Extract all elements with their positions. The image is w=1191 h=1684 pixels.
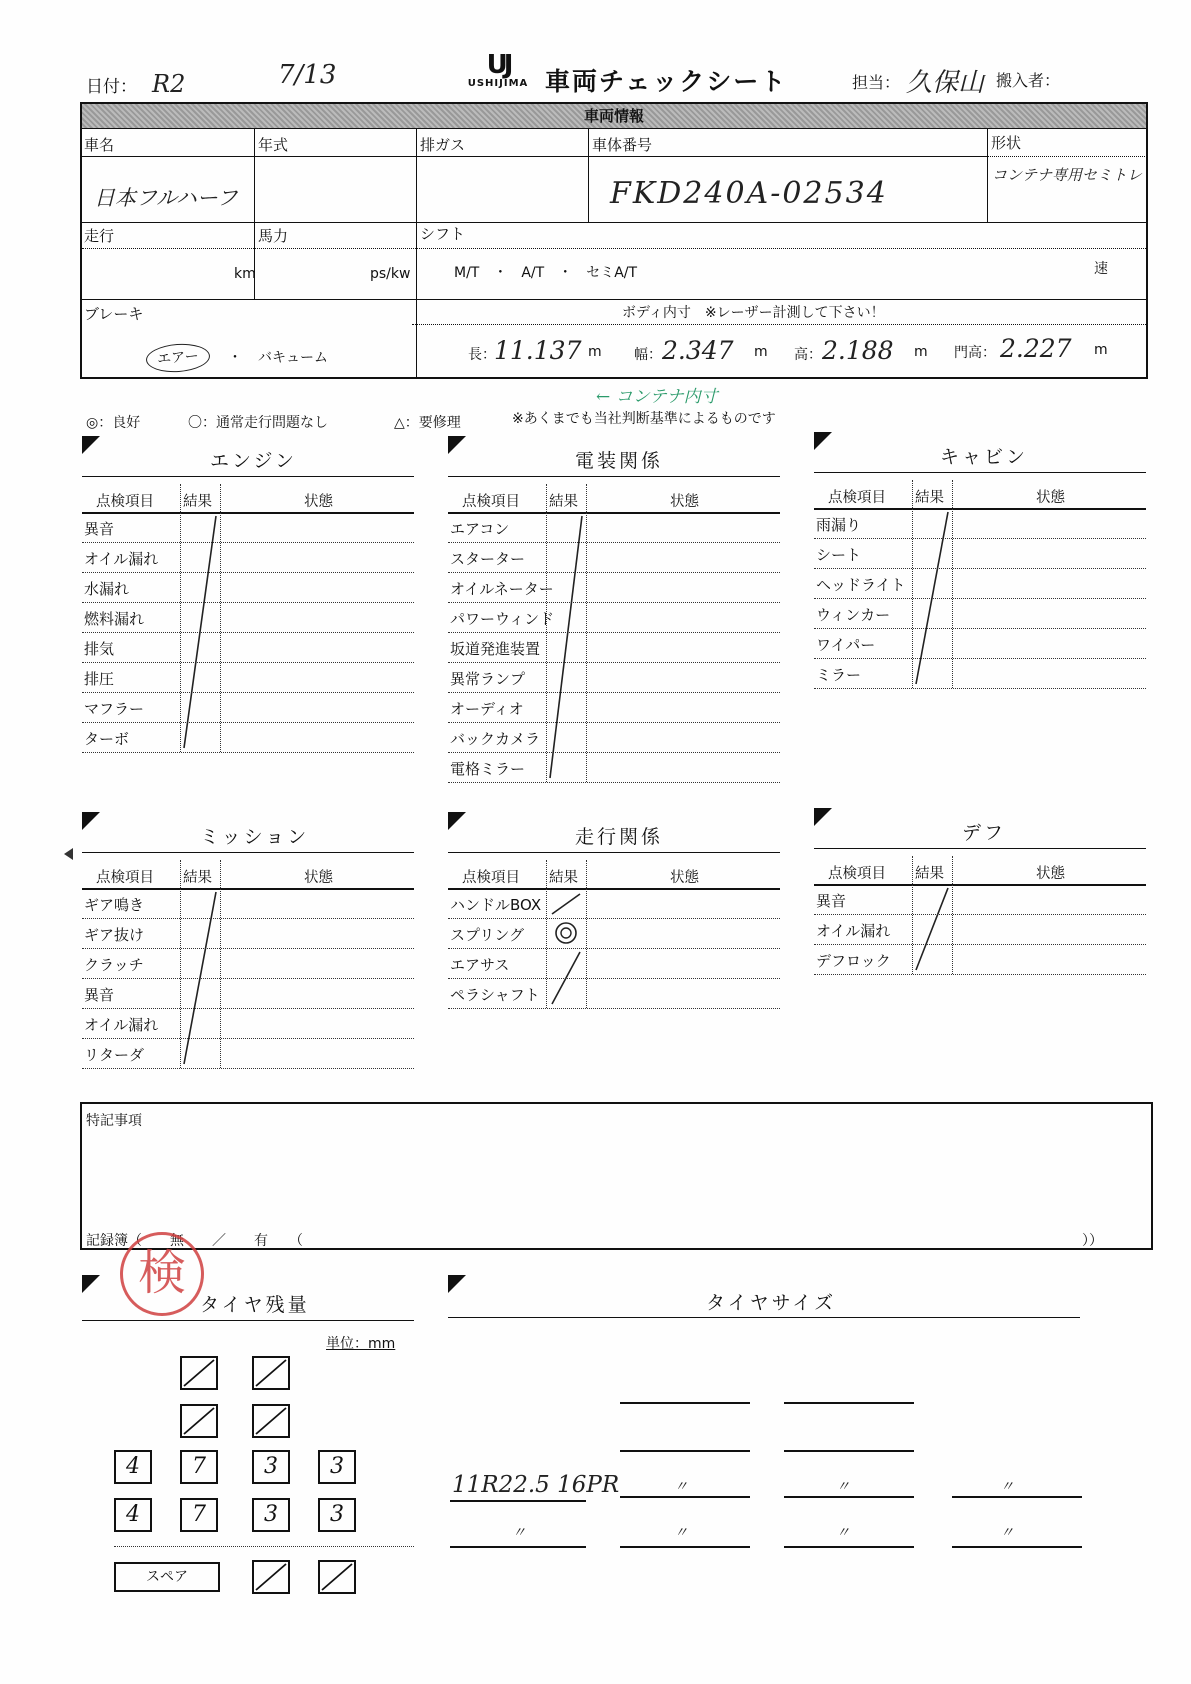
spring-result-inner bbox=[561, 928, 571, 938]
cabin-item-label: ワイパー bbox=[816, 636, 876, 654]
legend-good: ◎：良好 bbox=[86, 415, 141, 431]
body-size-label: ボディ内寸 ※レーザー計測して下さい！ bbox=[622, 305, 885, 321]
tire-size-flag bbox=[448, 1275, 466, 1293]
diff-item-label: デフロック bbox=[816, 952, 891, 970]
tire-box-spare-left-slash bbox=[254, 1562, 288, 1592]
engine-row bbox=[82, 542, 414, 573]
mission-item-label: ギア鳴き bbox=[84, 896, 145, 914]
engine-item-label: ターボ bbox=[84, 730, 130, 748]
electric-item-label: オイルネーター bbox=[450, 580, 554, 598]
diff-section-title: デフ bbox=[962, 822, 1007, 844]
length-unit: m bbox=[588, 344, 602, 360]
cabin-item-label: ミラー bbox=[816, 666, 862, 684]
running-head-result: 結果 bbox=[549, 870, 578, 886]
electric-item-label: バックカメラ bbox=[450, 730, 541, 748]
engine-item-label: 水漏れ bbox=[84, 580, 130, 598]
cabin-row bbox=[814, 568, 1146, 599]
running-head-item: 点検項目 bbox=[462, 870, 520, 886]
running-item-label: エアサス bbox=[450, 956, 510, 974]
tire-box-row4: 3 bbox=[252, 1498, 290, 1532]
vehicle-info-box bbox=[80, 102, 1148, 379]
tire-box-front-left-slash bbox=[182, 1358, 216, 1388]
length-value: 11.137 bbox=[494, 336, 582, 365]
mission-row bbox=[82, 1008, 414, 1039]
diff-title-rule bbox=[814, 848, 1146, 849]
diff-result-marks bbox=[912, 856, 952, 974]
tire-size-title: タイヤサイズ bbox=[706, 1292, 837, 1314]
electric-head-status: 状態 bbox=[670, 494, 699, 510]
running-item-label: スプリング bbox=[450, 926, 525, 944]
mission-table bbox=[82, 860, 414, 1068]
electric-item-label: エアコン bbox=[450, 520, 510, 538]
date-field bbox=[86, 72, 137, 97]
door-height-label: 門高： bbox=[954, 345, 996, 361]
vehicle-info-title: 車両情報 bbox=[82, 104, 1146, 129]
power-label: 馬力 bbox=[258, 227, 289, 245]
spring-result-circle bbox=[556, 923, 576, 943]
engine-item-label: 排圧 bbox=[84, 670, 115, 688]
record-book-close: ）） bbox=[1082, 1233, 1103, 1249]
special-notes-title: 特記事項 bbox=[86, 1113, 142, 1129]
running-head-status: 状態 bbox=[670, 870, 699, 886]
mission-result-slash bbox=[184, 892, 216, 1064]
tire-size-value: 11R22.5 16PR bbox=[452, 1472, 620, 1498]
electric-item-label: 電格ミラー bbox=[450, 760, 526, 778]
electric-section-title: 電装関係 bbox=[575, 450, 664, 472]
cabin-row bbox=[814, 628, 1146, 659]
engine-row bbox=[82, 512, 414, 543]
tire-size-line bbox=[784, 1450, 914, 1452]
cabin-head-result: 結果 bbox=[915, 490, 944, 506]
width-unit: m bbox=[754, 344, 768, 360]
diff-item-label: 異音 bbox=[816, 892, 847, 910]
date-label: 日付： bbox=[86, 77, 137, 97]
tire-size-line bbox=[450, 1500, 586, 1502]
diff-item-label: オイル漏れ bbox=[816, 922, 891, 940]
chassis-value: FKD240A-02534 bbox=[610, 176, 888, 211]
running-row bbox=[448, 978, 780, 1009]
diff-table bbox=[814, 856, 1146, 974]
tire-box-row3: 4 bbox=[114, 1450, 152, 1484]
tire-size-line bbox=[784, 1402, 914, 1404]
mission-item-label: クラッチ bbox=[84, 956, 144, 974]
tire-box-row3: 7 bbox=[180, 1450, 218, 1484]
tire-remaining-flag bbox=[82, 1275, 100, 1293]
tire-box-spare-right-slash-line bbox=[322, 1564, 352, 1590]
diff-head-result: 結果 bbox=[915, 866, 944, 882]
mission-title-rule bbox=[82, 852, 414, 853]
cabin-item-label: シート bbox=[816, 546, 862, 564]
shift-label: シフト bbox=[420, 225, 466, 243]
running-table bbox=[448, 860, 780, 1008]
shape-label: 形状 bbox=[991, 134, 1022, 152]
tire-box-second-right bbox=[252, 1404, 290, 1438]
logo-name: USHIJIMA bbox=[467, 78, 529, 89]
tire-size-line bbox=[620, 1496, 750, 1498]
engine-table-header bbox=[82, 484, 414, 514]
tire-box-row3: 3 bbox=[252, 1450, 290, 1484]
record-book-label: 記録簿（ 無 ／ 有 （ bbox=[86, 1233, 303, 1249]
tire-size-line bbox=[952, 1546, 1082, 1548]
tire-size-ditto: 〃 bbox=[836, 1479, 850, 1495]
electric-row bbox=[448, 572, 780, 603]
tire-size-line bbox=[784, 1546, 914, 1548]
running-result-slash-2 bbox=[552, 952, 580, 1004]
running-result-marks bbox=[546, 860, 586, 1008]
spare-label: スペア bbox=[114, 1562, 220, 1592]
engine-head-status: 状態 bbox=[304, 494, 333, 510]
electric-row bbox=[448, 602, 780, 633]
electric-row bbox=[448, 722, 780, 753]
cabin-section-title: キャビン bbox=[940, 446, 1029, 468]
date-month-day: 7/13 bbox=[278, 60, 337, 90]
height-value: 2.188 bbox=[822, 336, 894, 365]
cabin-title-rule bbox=[814, 472, 1146, 473]
electric-row bbox=[448, 632, 780, 663]
diff-row bbox=[814, 914, 1146, 945]
engine-item-label: 異音 bbox=[84, 520, 115, 538]
electric-item-label: スターター bbox=[450, 550, 526, 568]
tire-size-ditto: 〃 bbox=[674, 1525, 688, 1541]
electric-table bbox=[448, 484, 780, 782]
electric-result-slash bbox=[550, 516, 582, 778]
engine-item-label: 排気 bbox=[84, 640, 115, 658]
company-logo bbox=[462, 52, 534, 89]
electric-row bbox=[448, 542, 780, 573]
running-item-label: ハンドルBOX bbox=[450, 896, 542, 914]
mission-table-header bbox=[82, 860, 414, 890]
running-row bbox=[448, 888, 780, 919]
mission-item-label: オイル漏れ bbox=[84, 1016, 159, 1034]
tire-box-row4: 3 bbox=[318, 1498, 356, 1532]
mission-row bbox=[82, 918, 414, 949]
engine-row bbox=[82, 662, 414, 693]
cabin-flag bbox=[814, 432, 832, 450]
engine-title-rule bbox=[82, 476, 414, 477]
tire-size-ditto: 〃 bbox=[1000, 1479, 1014, 1495]
width-value: 2.347 bbox=[662, 336, 734, 365]
cabin-result-slash bbox=[916, 512, 948, 684]
electric-table-header bbox=[448, 484, 780, 514]
legend-ok: 〇：通常走行問題なし bbox=[188, 415, 328, 431]
cabin-row bbox=[814, 538, 1146, 569]
tire-box-front-right-slash bbox=[254, 1358, 288, 1388]
electric-head-result: 結果 bbox=[549, 494, 578, 510]
speed-unit: 速 bbox=[1094, 261, 1108, 277]
tire-size-ditto: 〃 bbox=[674, 1479, 688, 1495]
diff-row bbox=[814, 944, 1146, 975]
maker-value: 日本フルハーフ bbox=[94, 186, 238, 210]
tire-box-front-right-slash-line bbox=[256, 1360, 286, 1386]
running-item-label: ペラシャフト bbox=[450, 986, 540, 1004]
tire-box-second-left-slash bbox=[182, 1406, 216, 1436]
mileage-label: 走行 bbox=[84, 227, 115, 245]
cabin-table-header bbox=[814, 480, 1146, 510]
cabin-result-marks bbox=[912, 480, 952, 688]
cabin-head-status: 状態 bbox=[1036, 490, 1065, 506]
electric-item-label: 坂道発進装置 bbox=[450, 640, 541, 658]
inspection-stamp: 検 bbox=[120, 1232, 204, 1316]
mission-flag bbox=[82, 812, 100, 830]
width-label: 幅： bbox=[634, 347, 662, 363]
electric-row bbox=[448, 512, 780, 543]
running-section-title: 走行関係 bbox=[575, 826, 664, 848]
running-flag bbox=[448, 812, 466, 830]
mission-head-status: 状態 bbox=[304, 870, 333, 886]
cabin-item-label: ヘッドライト bbox=[816, 576, 906, 594]
tire-box-second-right-slash bbox=[254, 1406, 288, 1436]
brake-air: エアー bbox=[145, 342, 211, 374]
maker-label: 車名 bbox=[84, 136, 115, 154]
cabin-row bbox=[814, 658, 1146, 689]
diff-table-header bbox=[814, 856, 1146, 886]
tire-size-line bbox=[952, 1496, 1082, 1498]
tire-size-line bbox=[620, 1450, 750, 1452]
tire-box-spare-left-slash-line bbox=[256, 1564, 286, 1590]
diff-head-item: 点検項目 bbox=[828, 866, 886, 882]
electric-row bbox=[448, 752, 780, 783]
container-annotation: ← コンテナ内寸 bbox=[596, 387, 718, 407]
mission-row bbox=[82, 948, 414, 979]
engine-table bbox=[82, 484, 414, 752]
height-label: 高： bbox=[794, 347, 822, 363]
mission-row bbox=[82, 888, 414, 919]
cabin-item-label: 雨漏り bbox=[816, 516, 862, 534]
engine-item-label: オイル漏れ bbox=[84, 550, 159, 568]
tire-size-ditto: 〃 bbox=[836, 1525, 850, 1541]
year-label: 年式 bbox=[258, 136, 289, 154]
tire-size-ditto: 〃 bbox=[1000, 1525, 1014, 1541]
cabin-row bbox=[814, 598, 1146, 629]
tire-box-spare-right-slash bbox=[320, 1562, 354, 1592]
legend-repair: △：要修理 bbox=[394, 415, 461, 431]
electric-flag bbox=[448, 436, 466, 454]
tire-box-spare-right bbox=[318, 1560, 356, 1594]
page-title: 車両チェックシート bbox=[545, 67, 788, 96]
height-unit: m bbox=[914, 344, 928, 360]
engine-result-marks bbox=[180, 484, 220, 752]
tire-box-spare-left bbox=[252, 1560, 290, 1594]
door-height-value: 2.227 bbox=[1000, 334, 1072, 363]
legend-note: ※あくまでも当社判断基準によるものです bbox=[512, 411, 776, 427]
tire-size-ditto: 〃 bbox=[512, 1525, 526, 1541]
running-title-rule bbox=[448, 852, 780, 853]
tire-box-second-right-slash-line bbox=[256, 1408, 286, 1434]
cabin-item-label: ウィンカー bbox=[816, 606, 891, 624]
tire-box-row3: 3 bbox=[318, 1450, 356, 1484]
shape-value: コンテナ専用セミトレ bbox=[992, 166, 1143, 184]
tire-box-row4: 4 bbox=[114, 1498, 152, 1532]
mission-head-item: 点検項目 bbox=[96, 870, 154, 886]
engine-head-result: 結果 bbox=[183, 494, 212, 510]
cabin-row bbox=[814, 508, 1146, 539]
tire-size-line bbox=[620, 1402, 750, 1404]
brake-separator: ・ bbox=[228, 350, 242, 366]
engine-item-label: 燃料漏れ bbox=[84, 610, 145, 628]
exhaust-label: 排ガス bbox=[420, 136, 466, 154]
mission-row bbox=[82, 978, 414, 1009]
special-notes-box bbox=[80, 1102, 1153, 1250]
chassis-label: 車体番号 bbox=[592, 136, 653, 154]
tire-remaining-unit: 単位：mm bbox=[326, 1336, 396, 1352]
diff-head-status: 状態 bbox=[1036, 866, 1065, 882]
diff-flag bbox=[814, 808, 832, 826]
engine-row bbox=[82, 692, 414, 723]
cabin-table bbox=[814, 480, 1146, 688]
electric-title-rule bbox=[448, 476, 780, 477]
mission-section-title: ミッション bbox=[200, 826, 310, 848]
mission-item-label: リターダ bbox=[84, 1046, 145, 1064]
date-era: R2 bbox=[152, 70, 186, 98]
tire-box-row4: 7 bbox=[180, 1498, 218, 1532]
mission-item-label: ギア抜け bbox=[84, 926, 145, 944]
diff-row bbox=[814, 884, 1146, 915]
running-table-header bbox=[448, 860, 780, 890]
engine-row bbox=[82, 602, 414, 633]
mission-item-label: 異音 bbox=[84, 986, 115, 1004]
tire-box-second-left-slash-line bbox=[184, 1408, 214, 1434]
tire-size-line bbox=[620, 1546, 750, 1548]
cabin-head-item: 点検項目 bbox=[828, 490, 886, 506]
mission-row bbox=[82, 1038, 414, 1069]
tire-box-front-left bbox=[180, 1356, 218, 1390]
delivery-label: 搬入者： bbox=[996, 71, 1061, 90]
running-row bbox=[448, 918, 780, 949]
electric-item-label: パワーウィンド bbox=[450, 610, 555, 628]
staff-label: 担当： bbox=[852, 73, 901, 92]
engine-row bbox=[82, 572, 414, 603]
door-height-unit: m bbox=[1094, 342, 1108, 358]
engine-item-label: マフラー bbox=[84, 700, 145, 718]
tire-remaining-title: タイヤ残量 bbox=[200, 1294, 310, 1316]
brake-vacuum: バキューム bbox=[258, 350, 328, 366]
electric-head-item: 点検項目 bbox=[462, 494, 520, 510]
power-unit: ps/kw bbox=[370, 266, 411, 282]
mileage-unit: km bbox=[234, 266, 256, 282]
tire-box-second-left bbox=[180, 1404, 218, 1438]
electric-item-label: 異常ランプ bbox=[450, 670, 526, 688]
punch-marker bbox=[64, 848, 73, 860]
electric-row bbox=[448, 692, 780, 723]
running-result-slash-1 bbox=[552, 894, 580, 914]
mission-result-marks bbox=[180, 860, 220, 1068]
tire-box-front-left-slash-line bbox=[184, 1360, 214, 1386]
shift-options: M/T ・ A/T ・ セミA/T bbox=[454, 265, 638, 281]
tire-size-line bbox=[450, 1546, 586, 1548]
logo-mark: UJ bbox=[486, 50, 510, 80]
diff-result-slash bbox=[916, 888, 948, 970]
engine-result-slash bbox=[184, 516, 216, 748]
brake-label: ブレーキ bbox=[84, 305, 144, 323]
engine-row bbox=[82, 632, 414, 663]
tire-size-line bbox=[784, 1496, 914, 1498]
engine-row bbox=[82, 722, 414, 753]
electric-result-marks bbox=[546, 484, 586, 782]
tire-box-front-right bbox=[252, 1356, 290, 1390]
running-row bbox=[448, 948, 780, 979]
staff-value: 久保山 bbox=[906, 68, 985, 98]
mission-head-result: 結果 bbox=[183, 870, 212, 886]
engine-head-item: 点検項目 bbox=[96, 494, 154, 510]
electric-row bbox=[448, 662, 780, 693]
engine-section-title: エンジン bbox=[210, 450, 298, 472]
length-label: 長： bbox=[468, 347, 496, 363]
electric-item-label: オーディオ bbox=[450, 700, 524, 718]
engine-flag bbox=[82, 436, 100, 454]
